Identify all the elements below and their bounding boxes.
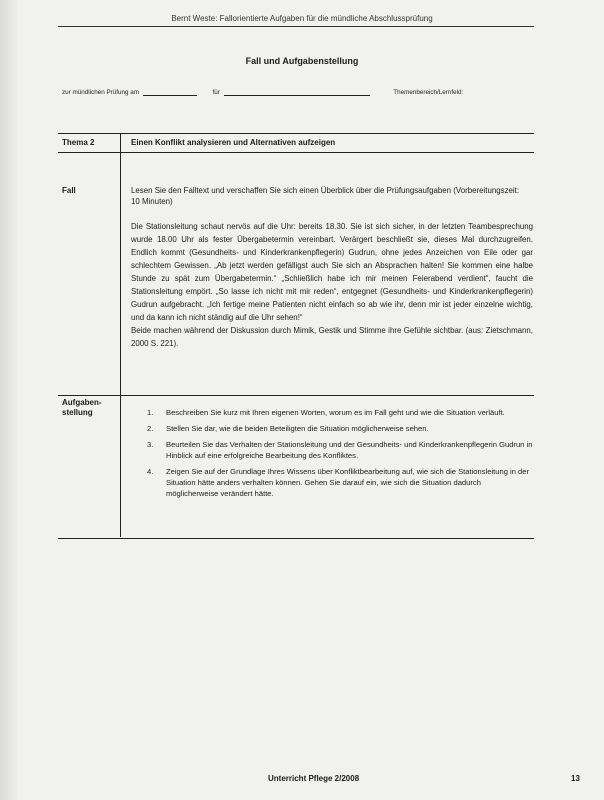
tasks-label: Aufgaben-stellung (62, 398, 102, 417)
header-rule (58, 26, 534, 27)
case-text (131, 220, 533, 350)
task-text: Stellen Sie dar, wie die beiden Beteiligten die Situation möglicherweise sehen. (166, 424, 429, 433)
task-text: Zeigen Sie auf der Grundlage Ihres Wissens über Konfliktbearbeitung auf, wie sich die Stationsleitung in der Situation hätte anders verhalten können. Gehen Sie darauf ein, wie sich die Situation dadurch möglicherweise verändert hätte. (166, 467, 530, 498)
task-item (147, 466, 533, 499)
exam-meta-line (62, 88, 463, 96)
task-item (147, 407, 533, 418)
theme-label: Thema 2 (62, 138, 95, 147)
for-blank (224, 88, 370, 96)
running-head: Bernt Weste: Fallorientierte Aufgaben für die mündliche Abschlussprüfung (171, 14, 433, 23)
task-number: 2. (147, 424, 154, 433)
case-label: Fall (62, 186, 76, 195)
case-intro: Lesen Sie den Falltext und verschaffen Sie sich einen Überblick über die Prüfungsaufgaben (Vorbereitungszeit: 10 Minuten) (131, 186, 520, 206)
task-number: 4. (147, 467, 154, 476)
case-paragraph: Beide machen während der Diskussion durch Mimik, Gestik und Stimme ihre Gefühle sichtbar. (aus: Zietschmann, 2000 S. 221). (131, 326, 533, 348)
publication-footer: Unterricht Pflege 2/2008 (268, 774, 360, 783)
task-list (147, 407, 533, 504)
table-row-divider (58, 395, 534, 396)
page-number: 13 (571, 774, 580, 783)
for-label: für (212, 89, 220, 96)
case-paragraph: Die Stationsleitung schaut nervös auf die Uhr: bereits 18.30. Sie ist sich sicher, in der letzten Teambesprechung wurde 18.00 Uhr als fester Übergabetermin vereinbart. Verärgert beschließt sie, dieses Mal durchzugreifen. Endlich kommt (Gesundheits- und Kinderkrankenpflegerin) Gudrun, ohne jedes Anzeichen von Eile oder gar schlechtem Gewissen. „Ab jetzt werden gefälligst auch Sie sich an Absprachen halten! Sie kommen eine halbe Stunde zu spät zum Übergabetermin.“ „Schließlich habe ich mir meinen Feierabend verdient“, faucht die Stationsleitung empört. „So lasse ich nicht mit mir reden“, entgegnet (Gesundheits- und Kinderkrankenpflegerin) Gudrun aufgebracht. „Ich fertige meine Patienten nicht einfach so ab wie ihr, denn mir ist jeder einzelne wichtig, und da kann ich nicht ständig auf die Uhr sehen!“ (131, 222, 533, 322)
task-item (147, 423, 533, 434)
table-column-divider (120, 133, 121, 537)
topic-area-label: Themenbereich/Lernfeld: (393, 89, 464, 96)
task-text: Beschreiben Sie kurz mit Ihren eigenen Worten, worum es im Fall geht und wie die Situation verläuft. (166, 408, 505, 417)
task-text: Beurteilen Sie das Verhalten der Stationsleitung und der Gesundheits- und Kinderkrankenpflegerin Gudrun in Hinblick auf eine erfolgreiche Bearbeitung des Konfliktes. (166, 440, 533, 460)
task-item (147, 439, 533, 461)
theme-title: Einen Konflikt analysieren und Alternativen aufzeigen (131, 138, 336, 147)
exam-date-label: zur mündlichen Prüfung am (62, 89, 140, 96)
sheet-title: Fall und Aufgabenstellung (245, 56, 359, 66)
page-edge-shadow (0, 0, 18, 800)
task-number: 3. (147, 440, 154, 449)
exam-date-blank (143, 88, 197, 96)
table-row-divider (58, 152, 534, 153)
task-number: 1. (147, 408, 154, 417)
